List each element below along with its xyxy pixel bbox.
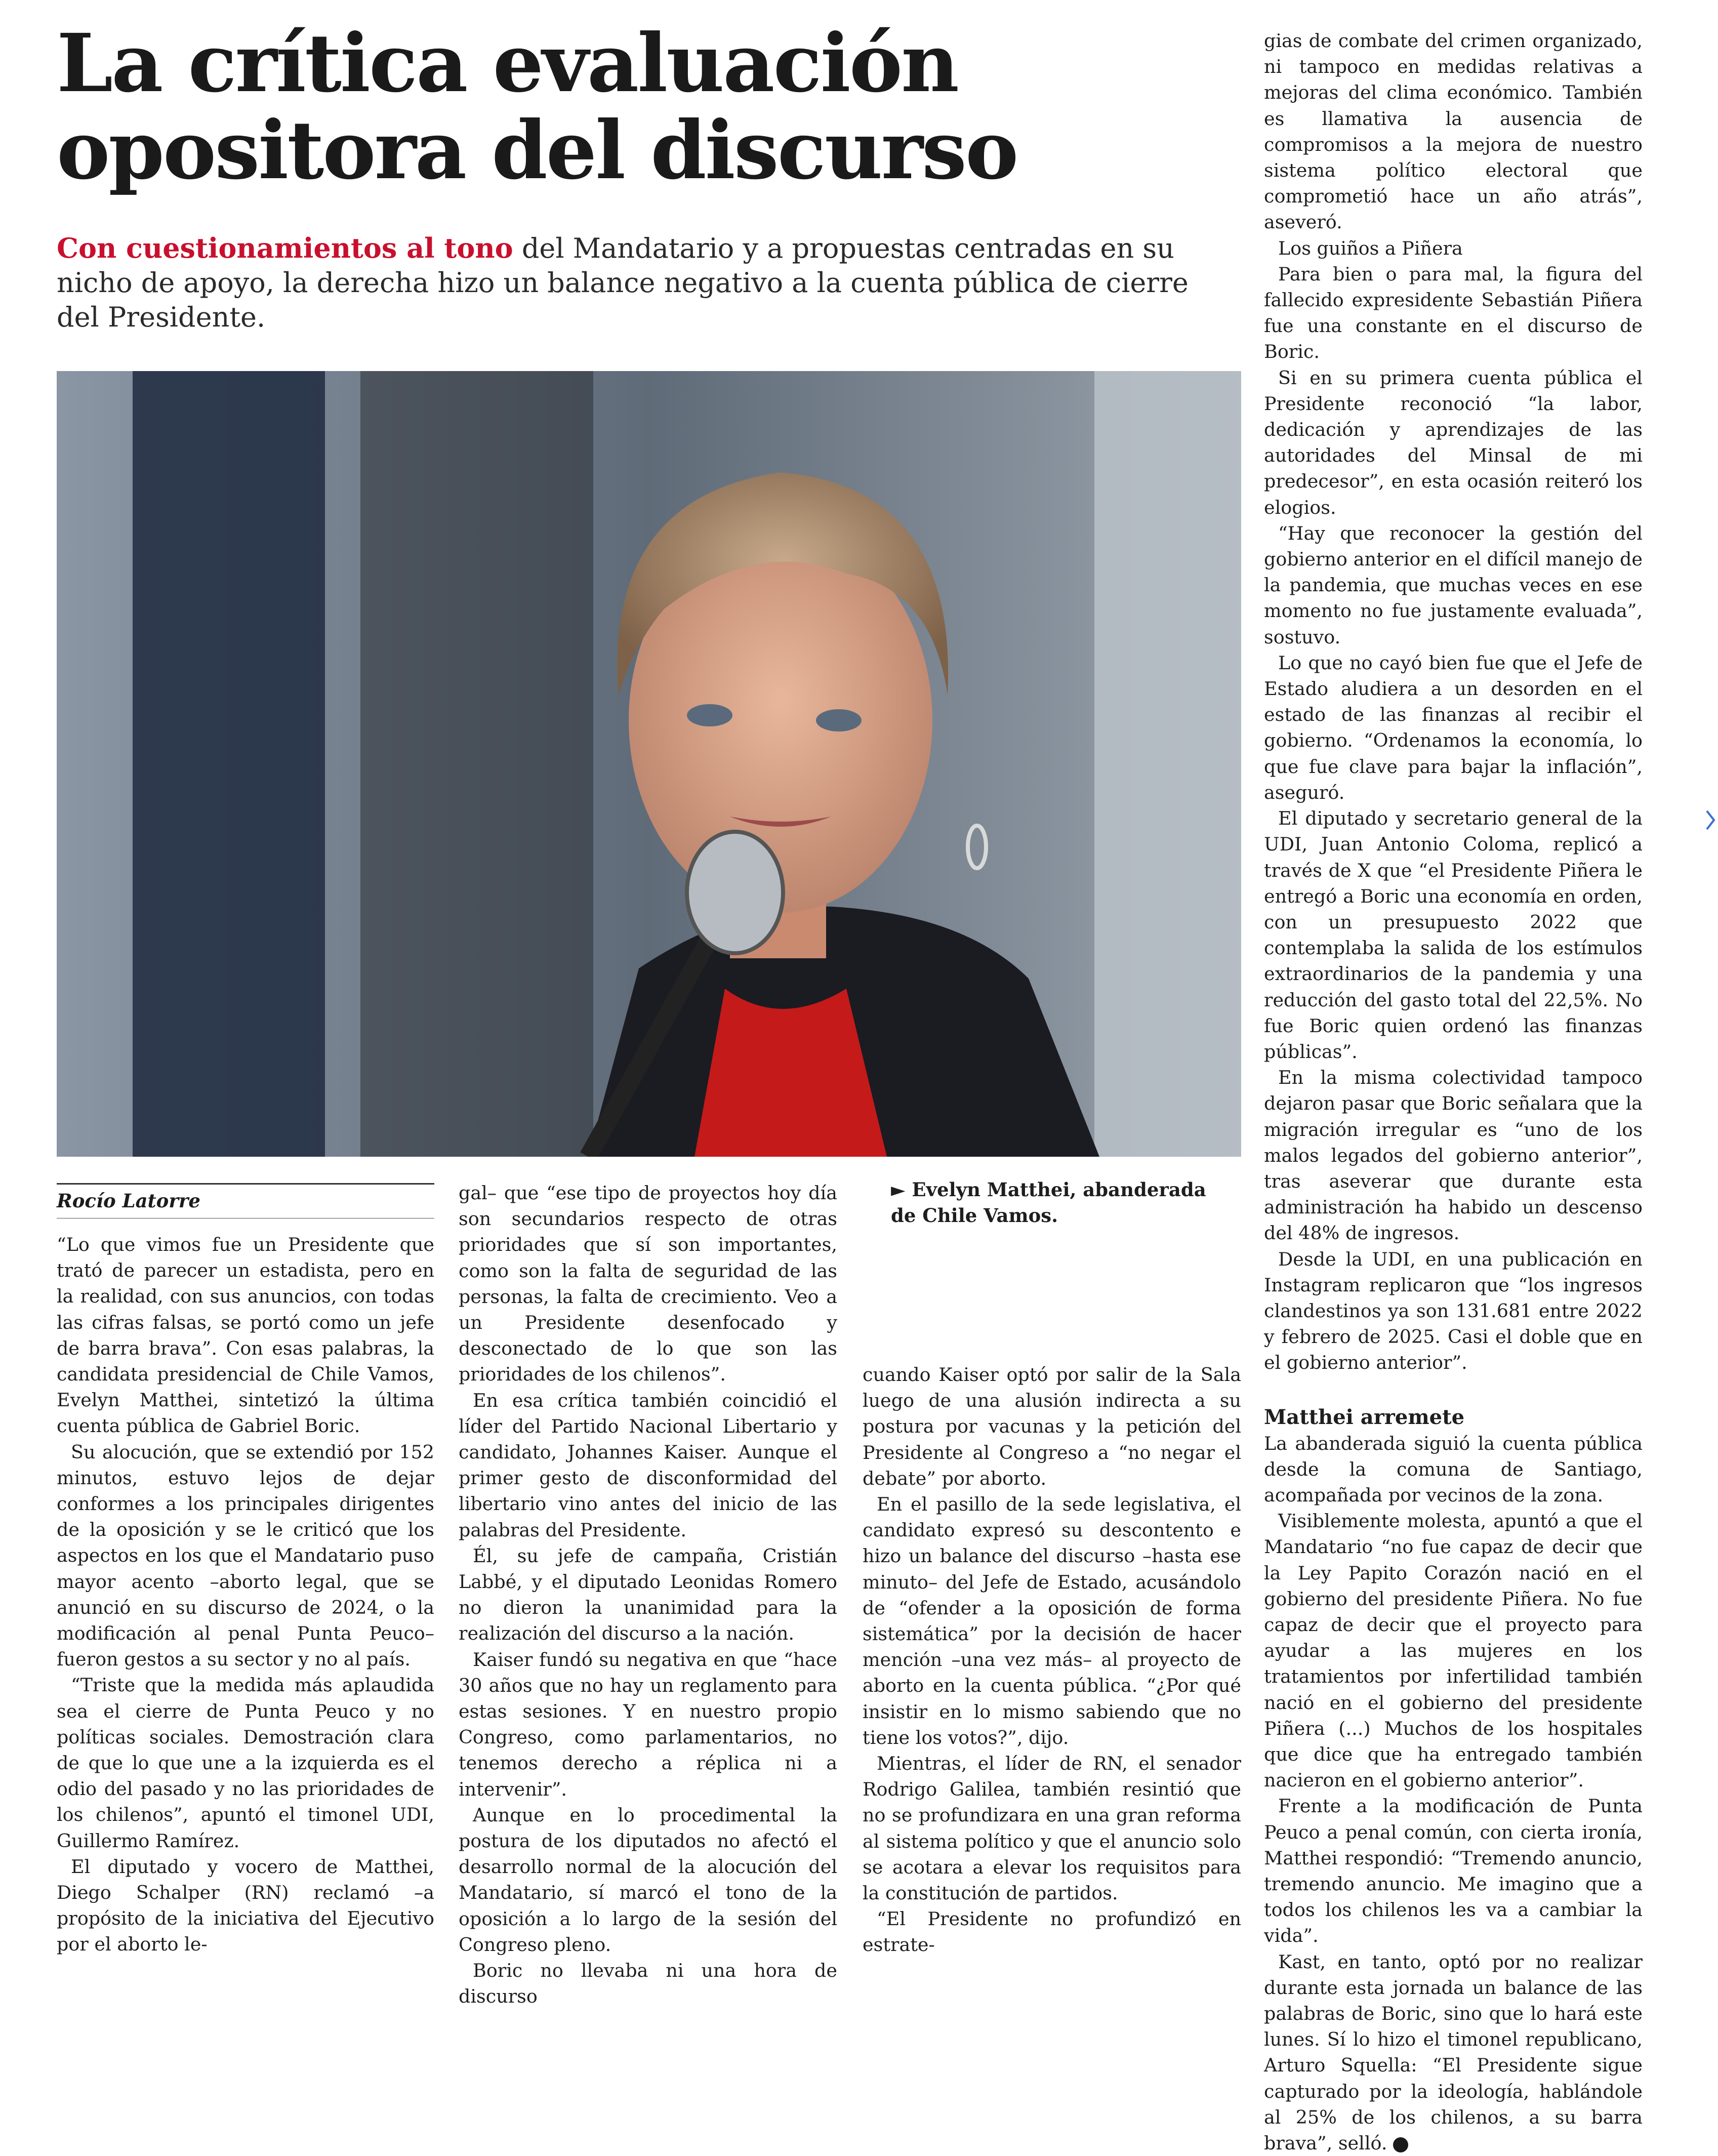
- paragraph: Él, su jefe de campaña, Cristián Labbé, y el diputado Leonidas Romero no dieron la unanimidad para la realización del discurso a la nación.: [459, 1544, 837, 1645]
- paragraph: “El Presidente no profundizó en estrate-: [863, 1908, 1241, 1956]
- paragraph: “Lo que vimos fue un Presidente que trató de parecer un estadista, pero en la realidad, con sus anuncios, con todas las cifras falsas, se portó como un jefe de barra brava”. Con esas palabras, la candidata presidencial de Chile Vamos, Evelyn Matthei, sintetizó la última cuenta pública de Gabriel Boric.: [57, 1234, 434, 1437]
- paragraph: En el pasillo de la sede legislativa, el candidato expresó su descontento e hizo un balance del discurso –hasta ese minuto– del Jefe de Estado, acusándolo de “ofender a la oposición de forma sistemática” por la decisión de hacer mención –una vez más– al proyecto de aborto en la cuenta pública. “¿Por qué insistir en lo mismo sabiendo que no tiene los votos?”, dijo.: [863, 1493, 1241, 1748]
- byline: Rocío Latorre: [57, 1190, 200, 1212]
- paragraph: gal– que “ese tipo de proyectos hoy día son secundarios respecto de otras prioridades que sí son importantes, como son la falta de seguridad de las personas, la falta de crecimiento. Veo a un Presidente desenfocado y desconectado de lo que son las prioridades de los chilenos”.: [459, 1182, 837, 1386]
- paragraph: [1264, 1949, 1643, 2156]
- chevron-right-icon[interactable]: [1705, 805, 1716, 835]
- column-1: [57, 1232, 434, 1958]
- paragraph: “Hay que reconocer la gestión del gobierno anterior en el difícil manejo de la pandemia, que muchas veces en ese momento no fue justamente evaluada”, sostuvo.: [1264, 522, 1643, 648]
- paragraph: Lo que no cayó bien fue que el Jefe de Estado aludiera a un desorden en el estado de las finanzas al recibir el gobierno. “Ordenamos la economía, lo que fue clave para bajar la inflación”, aseguró.: [1264, 652, 1643, 803]
- paragraph: Si en su primera cuenta pública el Presidente reconoció “la labor, dedicación y aprendizajes de las autoridades del Minsal de mi predecesor”, en esta ocasión reiteró los elogios.: [1264, 367, 1643, 518]
- paragraph: En la misma colectividad tampoco dejaron pasar que Boric señalara que la migración irregular es “uno de los malos legados del gobierno anterior”, tras aseverar que durante esta administración ha habido un descenso del 48% de ingresos.: [1264, 1067, 1643, 1244]
- section-label: Los guiños a Piñera: [1278, 237, 1463, 259]
- column-3: [863, 1362, 1241, 1958]
- end-of-article-icon: [1393, 2137, 1408, 2152]
- column-4: [1264, 28, 1643, 2156]
- article-photo: [57, 371, 1241, 1157]
- deck-text: del Mandatario y a propuestas centradas en su nicho de apoyo, la derecha hizo un balance negativo a la cuenta pública de cierre del Presidente.: [57, 232, 1189, 333]
- photo-caption: ► Evelyn Matthei, abanderada de Chile Vamos.: [891, 1178, 1206, 1227]
- paragraph: Para bien o para mal, la figura del fallecido expresidente Sebastián Piñera fue una constante en el discurso de Boric.: [1264, 263, 1643, 363]
- deck: [57, 231, 1221, 335]
- paragraph: Boric no llevaba ni una hora de discurso: [459, 1960, 837, 2008]
- paragraph: Kaiser fundó su negativa en que “hace 30 años que no hay un reglamento para estas sesiones. Y en nuestro propio Congreso, como parlamentarios, no tenemos derecho a réplica ni a intervenir”.: [459, 1648, 837, 1800]
- final-paragraph-text: Kast, en tanto, optó por no realizar durante esta jornada un balance de las palabras de Boric, sino que lo hará este lunes. Sí lo hizo el timonel republicano, Arturo Squella: “El Presidente sigue capturado por la ideología, hablándole al 25% de los chilenos, a su barra brava”, selló.: [1264, 1950, 1643, 2154]
- paragraph: Mientras, el líder de RN, el senador Rodrigo Galilea, también resintió que no se profundizara en una gran reforma al sistema político y que el anuncio solo se acotara a elevar los requisitos para la constitución de partidos.: [863, 1753, 1241, 1904]
- paragraph: La abanderada siguió la cuenta pública desde la comuna de Santiago, acompañada por vecinos de la zona.: [1264, 1432, 1643, 1506]
- paragraph: Frente a la modificación de Punta Peuco a penal común, con cierta ironía, Matthei respondió: “Tremendo anuncio, tremendo anuncio. Me imagino que a todos los chilenos les va a cambiar la vida”.: [1264, 1795, 1643, 1947]
- deck-highlight: Con cuestionamientos al tono: [57, 232, 513, 264]
- subhead: Matthei arremete: [1264, 1405, 1465, 1429]
- paragraph: cuando Kaiser optó por salir de la Sala luego de una alusión indirecta a su postura por vacunas y la petición del Presidente al Congreso a “no negar el debate” por aborto.: [863, 1364, 1241, 1489]
- paragraph: El diputado y secretario general de la UDI, Juan Antonio Coloma, replicó a través de X que “el Presidente Piñera le entregó a Boric una economía en orden, con un presupuesto 2022 que contemplaba la salida de los estímulos extraordinarios de la pandemia y una reducción del gasto total del 22,5%. No fue Boric quien ordenó las finanzas públicas”.: [1264, 807, 1643, 1063]
- paragraph: Desde la UDI, en una publicación en Instagram replicaron que “los ingresos clandestinos ya son 131.681 entre 2022 y febrero de 2025. Casi el doble que en el gobierno anterior”.: [1264, 1248, 1643, 1374]
- paragraph: Visiblemente molesta, apuntó a que el Mandatario “no fue capaz de decir que la Ley Papito Corazón nació en el gobierno del presidente Piñera. No fue capaz de decir que el proyecto para ayudar a las mujeres en los tratamientos por infertilidad también nació en el gobierno del presidente Piñera (...) Muchos de los hospitales que dice que ha entregado también nacieron en el gobierno anterior”.: [1264, 1510, 1643, 1792]
- headline: La crítica evaluación opositora del discurso: [57, 17, 1017, 197]
- paragraph: El diputado y vocero de Matthei, Diego Schalper (RN) reclamó –a propósito de la iniciativa del Ejecutivo por el aborto le-: [57, 1855, 434, 1956]
- paragraph: gias de combate del crimen organizado, ni tampoco en medidas relativas a mejoras del clima económico. También es llamativa la ausencia de compromisos a la mejora de nuestro sistema político electoral que comprometió hace un año atrás”, aseveró.: [1264, 30, 1643, 233]
- paragraph: En esa crítica también coincidió el líder del Partido Nacional Libertario y candidato, Johannes Kaiser. Aunque el primer gesto de disconformidad del libertario vino antes del inicio de las palabras del Presidente.: [459, 1389, 837, 1541]
- column-2: [459, 1180, 837, 2010]
- byline-rule: [57, 1183, 434, 1185]
- byline-block: [57, 1183, 434, 1218]
- paragraph: “Triste que la medida más aplaudida sea el cierre de Punta Peuco y no políticas sociales. Demostración clara de que lo que une a la izquierda es el odio del pasado y no las prioridades de los chilenos”, apuntó el timonel UDI, Guillermo Ramírez.: [57, 1674, 434, 1852]
- paragraph: Aunque en lo procedimental la postura de los diputados no afectó el desarrollo normal de la alocución del Mandatario, sí marcó el tono de la oposición a lo largo de la sesión del Congreso pleno.: [459, 1804, 837, 1956]
- paragraph: Su alocución, que se extendió por 152 minutos, estuvo lejos de dejar conformes a los principales dirigentes de la oposición y se le criticó que los aspectos en los que el Mandatario puso mayor acento –aborto legal, que se anunció en su discurso de 2024, o la modificación al penal Punta Peuco– fueron gestos a su sector y no al país.: [57, 1441, 434, 1671]
